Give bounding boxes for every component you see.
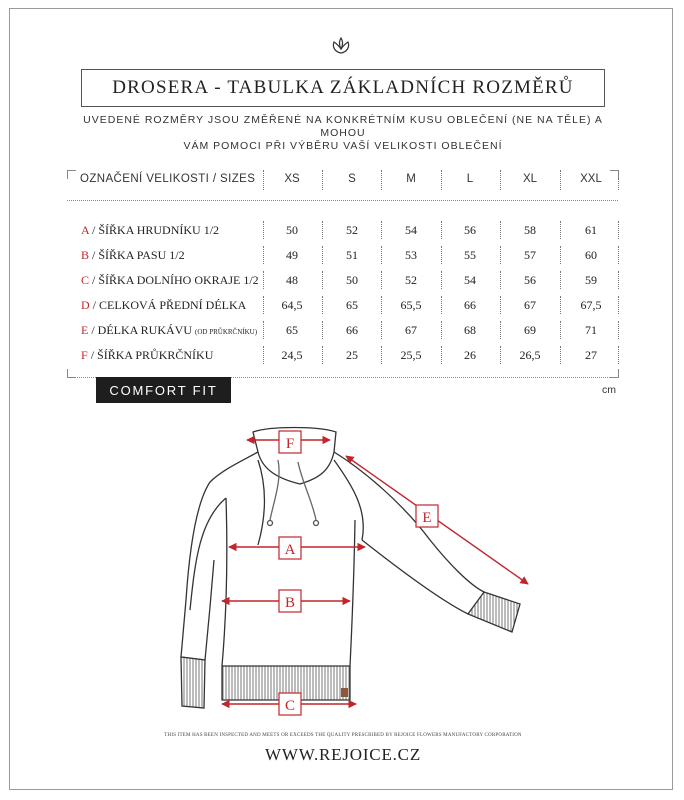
- table-cell: 52: [405, 273, 417, 287]
- column-separator: [618, 346, 619, 364]
- table-cell: 50: [346, 273, 358, 287]
- size-column-header: XXL: [580, 173, 602, 185]
- column-separator: [500, 346, 501, 364]
- column-separator: [381, 170, 382, 190]
- table-cell: 52: [346, 223, 358, 237]
- column-separator: [560, 221, 561, 239]
- column-separator: [263, 271, 264, 289]
- column-separator: [618, 246, 619, 264]
- size-column-header: XS: [284, 173, 300, 185]
- subtitle: [60, 114, 626, 153]
- row-label: [81, 323, 257, 338]
- table-cell: 68: [464, 323, 476, 337]
- row-label: [81, 298, 246, 313]
- column-separator: [560, 296, 561, 314]
- row-letter: D: [81, 298, 90, 312]
- column-separator: [441, 170, 442, 190]
- table-cell: 67: [524, 298, 536, 312]
- size-column-header: M: [406, 173, 416, 185]
- column-separator: [500, 246, 501, 264]
- table-cell: 55: [464, 248, 476, 262]
- column-separator: [618, 221, 619, 239]
- column-separator: [322, 271, 323, 289]
- table-cell: 56: [524, 273, 536, 287]
- column-separator: [263, 346, 264, 364]
- column-separator: [263, 221, 264, 239]
- subtitle-line-1: UVEDENÉ ROZMĚRY JSOU ZMĚŘENÉ NA KONKRÉTNÍM KUSU OBLEČENÍ (NE NA TĚLE) A MOHOU: [83, 114, 603, 139]
- size-column-header: L: [466, 173, 474, 185]
- table-cell: 66: [464, 298, 476, 312]
- table-cell: 65: [346, 298, 358, 312]
- table-cell: 66: [346, 323, 358, 337]
- column-separator: [560, 170, 561, 190]
- column-separator: [263, 246, 264, 264]
- table-cell: 24,5: [281, 348, 303, 362]
- column-separator: [441, 271, 442, 289]
- column-separator: [381, 221, 382, 239]
- column-separator: [322, 321, 323, 339]
- size-column-header: S: [348, 173, 356, 185]
- flower-logo-icon: [330, 36, 352, 56]
- table-cell: 25: [346, 348, 358, 362]
- column-separator: [381, 321, 382, 339]
- label-f: F: [285, 436, 295, 452]
- row-label: [81, 273, 259, 288]
- column-separator: [618, 296, 619, 314]
- table-cell: 53: [405, 248, 417, 262]
- column-separator: [500, 221, 501, 239]
- table-cell: 48: [286, 273, 298, 287]
- table-cell: 59: [585, 273, 597, 287]
- row-letter: C: [81, 273, 90, 287]
- column-separator: [618, 170, 619, 190]
- row-label: [81, 223, 219, 238]
- label-b: B: [284, 595, 296, 611]
- table-cell: 57: [524, 248, 536, 262]
- row-label: [81, 348, 213, 363]
- table-cell: 25,5: [400, 348, 422, 362]
- column-separator: [500, 296, 501, 314]
- table-cell: 26: [464, 348, 476, 362]
- table-cell: 51: [346, 248, 358, 262]
- row-letter: E: [81, 323, 89, 337]
- column-separator: [618, 271, 619, 289]
- table-cell: 50: [286, 223, 298, 237]
- table-corner: [67, 170, 76, 179]
- page-title: DROSERA - TABULKA ZÁKLADNÍCH ROZMĚRŮ: [112, 77, 574, 98]
- table-cell: 65: [286, 323, 298, 337]
- table-cell: 67,5: [580, 298, 602, 312]
- table-cell: 58: [524, 223, 536, 237]
- table-cell: 54: [405, 223, 417, 237]
- row-note: (OD PRŮKRČNÍKU): [195, 328, 258, 336]
- comfort-fit-badge: COMFORT FIT: [96, 377, 231, 403]
- label-c: C: [284, 698, 296, 714]
- table-cell: 27: [585, 348, 597, 362]
- column-separator: [441, 296, 442, 314]
- column-separator: [560, 346, 561, 364]
- measure-arrows: [222, 440, 528, 704]
- column-separator: [322, 170, 323, 190]
- table-cell: 54: [464, 273, 476, 287]
- row-description: / ŠÍŘKA PRŮKRČNÍKU: [87, 348, 214, 362]
- column-separator: [381, 246, 382, 264]
- column-separator: [381, 296, 382, 314]
- column-separator: [322, 346, 323, 364]
- column-separator: [322, 296, 323, 314]
- column-separator: [263, 296, 264, 314]
- subtitle-line-2: VÁM POMOCI PŘI VÝBĚRU VAŠÍ VELIKOSTI OBLEČENÍ: [183, 140, 503, 152]
- column-separator: [381, 271, 382, 289]
- table-cell: 71: [585, 323, 597, 337]
- table-cell: 56: [464, 223, 476, 237]
- column-separator: [263, 321, 264, 339]
- unit-label: cm: [602, 384, 616, 396]
- hoodie-outline: [181, 428, 520, 709]
- quality-disclaimer: THIS ITEM HAS BEEN INSPECTED AND MEETS OR EXCEEDS THE QUALITY PRESCRIBED BY REJOICE FLOWERS MANUFACTORY CORPORATION: [164, 733, 522, 738]
- row-label: [81, 248, 185, 263]
- label-e: E: [422, 510, 432, 526]
- table-cell: 64,5: [281, 298, 303, 312]
- column-separator: [500, 170, 501, 190]
- column-separator: [322, 246, 323, 264]
- column-separator: [441, 221, 442, 239]
- hoodie-diagram: [150, 420, 550, 720]
- column-separator: [560, 271, 561, 289]
- table-cell: 69: [524, 323, 536, 337]
- column-separator: [381, 346, 382, 364]
- row-letter: F: [81, 348, 88, 362]
- row-letter: B: [81, 248, 90, 262]
- column-separator: [441, 346, 442, 364]
- table-cell: 65,5: [400, 298, 422, 312]
- size-column-header: XL: [522, 173, 538, 185]
- row-description: / CELKOVÁ PŘEDNÍ DÉLKA: [89, 298, 247, 312]
- column-separator: [263, 170, 264, 190]
- table-cell: 61: [585, 223, 597, 237]
- column-separator: [618, 321, 619, 339]
- column-separator: [322, 221, 323, 239]
- column-separator: [441, 321, 442, 339]
- table-cell: 60: [585, 248, 597, 262]
- row-letter: A: [81, 223, 90, 237]
- row-description: / ŠÍŘKA PASU 1/2: [89, 248, 185, 262]
- row-description: / ŠÍŘKA HRUDNÍKU 1/2: [89, 223, 220, 237]
- title-box: [81, 69, 605, 107]
- table-cell: 49: [286, 248, 298, 262]
- column-separator: [560, 246, 561, 264]
- table-cell: 26,5: [519, 348, 541, 362]
- label-a: A: [284, 542, 296, 558]
- row-description: / DÉLKA RUKÁVU: [88, 323, 196, 337]
- size-header-label: OZNAČENÍ VELIKOSTI / SIZES: [80, 173, 256, 185]
- website-link[interactable]: WWW.REJOICE.CZ: [265, 745, 421, 764]
- header-divider: [67, 200, 618, 201]
- column-separator: [441, 246, 442, 264]
- column-separator: [500, 321, 501, 339]
- column-separator: [560, 321, 561, 339]
- column-separator: [500, 271, 501, 289]
- table-cell: 67: [405, 323, 417, 337]
- row-description: / ŠÍŘKA DOLNÍHO OKRAJE 1/2: [89, 273, 259, 287]
